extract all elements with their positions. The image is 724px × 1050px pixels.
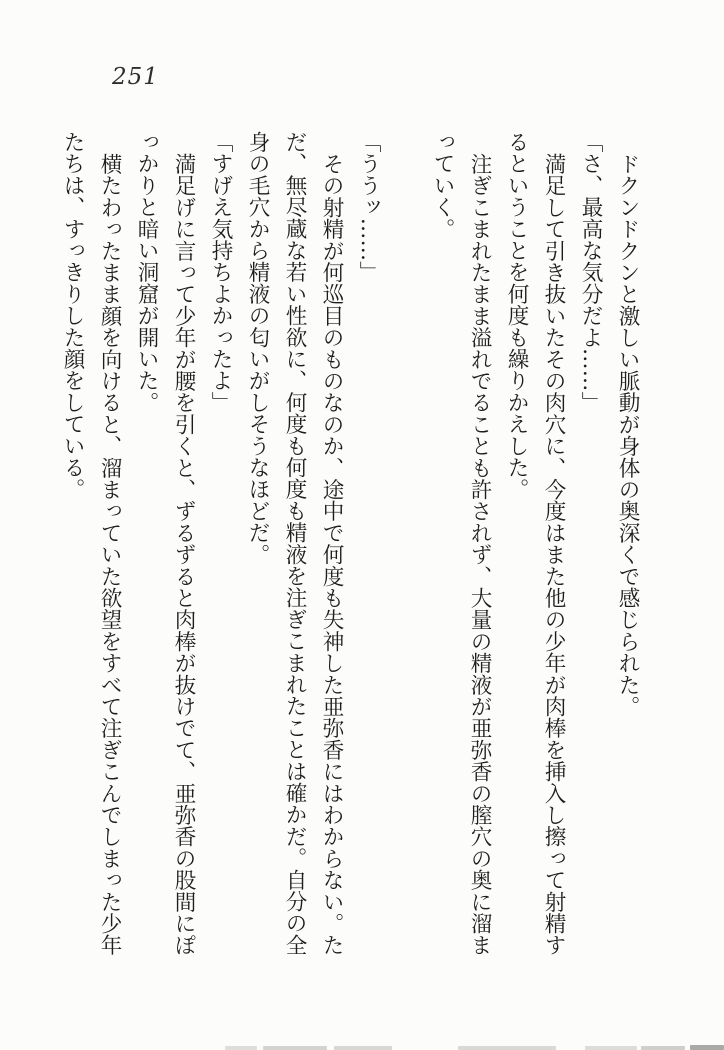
text-column: っかりと暗い洞窟が開いた。 <box>134 131 159 414</box>
text-column: 満足げに言って少年が腰を引くと、ずるずると肉棒が抜けでて、亜弥香の股間にぽ <box>171 152 196 956</box>
scan-smudge <box>458 1046 556 1050</box>
column-gap <box>387 131 424 963</box>
scan-smudge <box>263 1046 327 1050</box>
text-column: 満足して引き抜いたその肉穴に、今度はまた他の少年が肉棒を挿入し擦って射精す <box>541 152 566 956</box>
text-column: 「すげえ気持ちよかったよ」 <box>208 131 233 414</box>
text-column: ドクンドクンと激しい脈動が身体の奥深くで感じられた。 <box>615 152 640 717</box>
text-column: るということを何度も繰りかえした。 <box>504 131 529 500</box>
text-column: 「さ、最高な気分だよ……」 <box>578 131 603 414</box>
text-column: だ、無尽蔵な若い性欲に、何度も何度も精液を注ぎこまれたことは確かだ。自分の全 <box>282 131 307 956</box>
text-column: 「ううッ……」 <box>356 131 381 283</box>
scan-smudge <box>690 1045 724 1050</box>
scan-smudge <box>641 1046 685 1050</box>
text-column: その射精が何巡目のものなのか、途中で何度も失神した亜弥香にはわからない。た <box>319 152 344 956</box>
text-column: 身の毛穴から精液の匂いがしそうなほどだ。 <box>245 131 270 565</box>
body-text-block <box>54 131 646 963</box>
scan-smudge <box>585 1046 637 1050</box>
text-column: たちは、すっきりした顔をしている。 <box>60 131 85 500</box>
text-column: っていく。 <box>430 131 455 240</box>
text-column: 注ぎこまれたまま溢れでることも許されず、大量の精液が亜弥香の膣穴の奥に溜ま <box>467 152 492 956</box>
scan-smudge <box>334 1046 392 1050</box>
scan-smudge <box>225 1046 257 1050</box>
text-column: 横たわったまま顔を向けると、溜まっていた欲望をすべて注ぎこんでしまった少年 <box>97 152 122 956</box>
page-number: 251 <box>112 64 159 90</box>
